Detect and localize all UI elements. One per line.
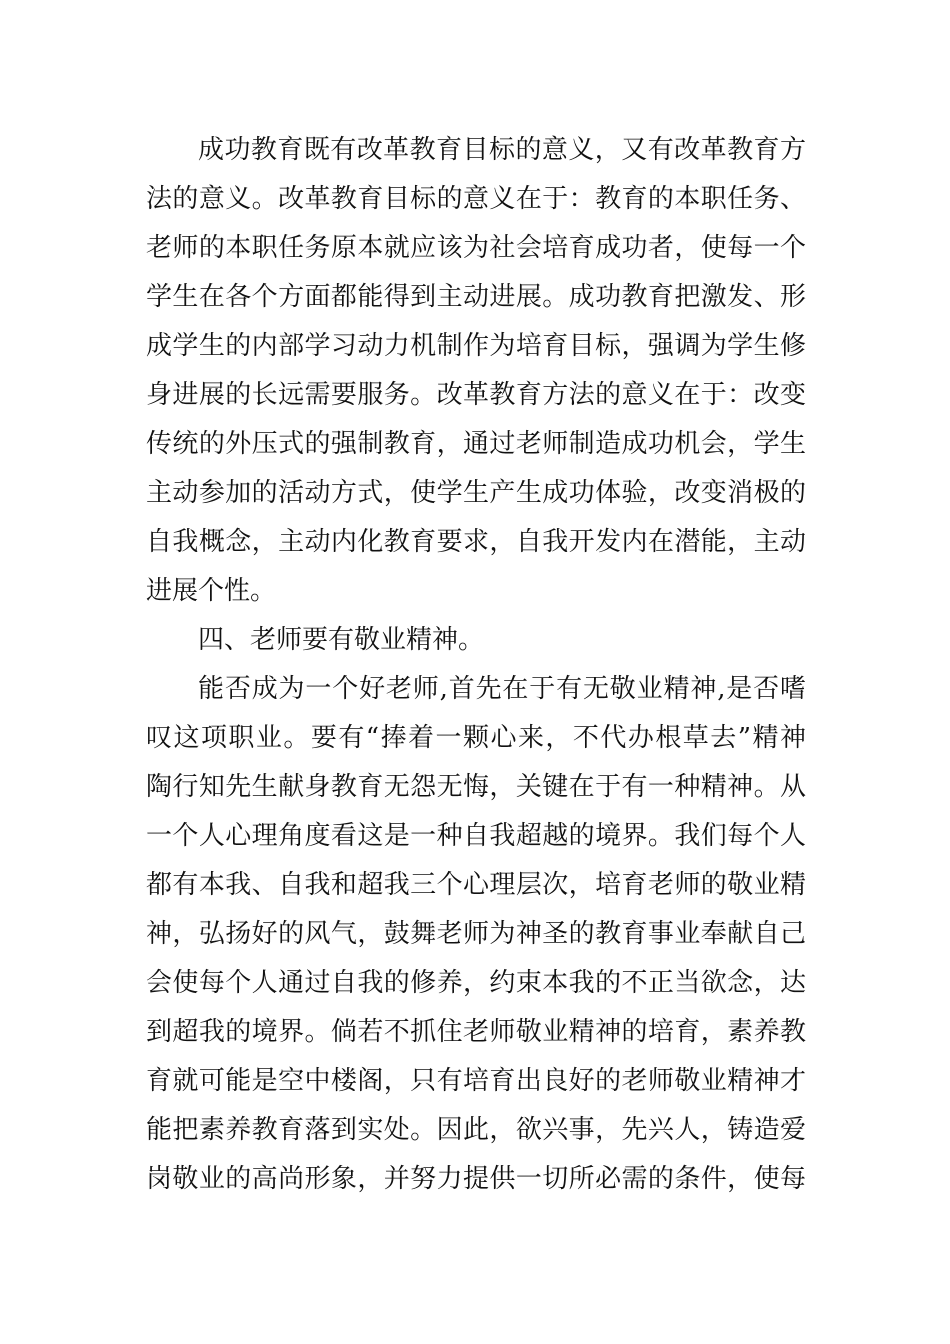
text-line: 老师的本职任务原本就应该为社会培育成功者，使每一个 (146, 233, 806, 263)
text-line: 成学生的内部学习动力机制作为培育目标，强调为学生修 (146, 331, 806, 361)
text-line: 育就可能是空中楼阁，只有培育出良好的老师敬业精神才 (146, 1066, 806, 1096)
text-line: 叹这项职业。要有“捧着一颗心来，不代办根草去”精神 (146, 723, 806, 753)
heading-line: 四、老师要有敬业精神。 (198, 625, 485, 655)
text-line: 主动参加的活动方式，使学生产生成功体验，改变消极的 (146, 478, 806, 508)
body-text (146, 126, 806, 1204)
text-line: 成功教育既有改革教育目标的意义，又有改革教育方 (198, 135, 806, 165)
text-line: 法的意义。改革教育目标的意义在于：教育的本职任务、 (146, 184, 806, 214)
paragraph (146, 665, 806, 1204)
text-line: 到超我的境界。倘若不抓住老师敬业精神的培育，素养教 (146, 1017, 806, 1047)
text-line: 自我概念，主动内化教育要求，自我开发内在潜能，主动 (146, 527, 806, 557)
text-line: 神，弘扬好的风气，鼓舞老师为神圣的教育事业奉献自己 (146, 919, 806, 949)
text-line: 能把素养教育落到实处。因此，欲兴事，先兴人，铸造爱 (146, 1115, 806, 1145)
paragraph (146, 126, 806, 616)
text-line: 进展个性。 (146, 576, 277, 606)
text-line: 会使每个人通过自我的修养，约束本我的不正当欲念，达 (146, 968, 806, 998)
text-line: 传统的外压式的强制教育，通过老师制造成功机会，学生 (146, 429, 806, 459)
text-line: 能否成为一个好老师,首先在于有无敬业精神,是否嗜 (198, 674, 806, 704)
text-line: 岗敬业的高尚形象，并努力提供一切所必需的条件，使每 (146, 1164, 806, 1194)
text-line: 都有本我、自我和超我三个心理层次，培育老师的敬业精 (146, 870, 806, 900)
text-line: 学生在各个方面都能得到主动进展。成功教育把激发、形 (146, 282, 806, 312)
section-heading (146, 616, 806, 665)
text-line: 身进展的长远需要服务。改革教育方法的意义在于：改变 (146, 380, 806, 410)
text-line: 陶行知先生献身教育无怨无悔，关键在于有一种精神。从 (146, 772, 806, 802)
text-line: 一个人心理角度看这是一种自我超越的境界。我们每个人 (146, 821, 806, 851)
